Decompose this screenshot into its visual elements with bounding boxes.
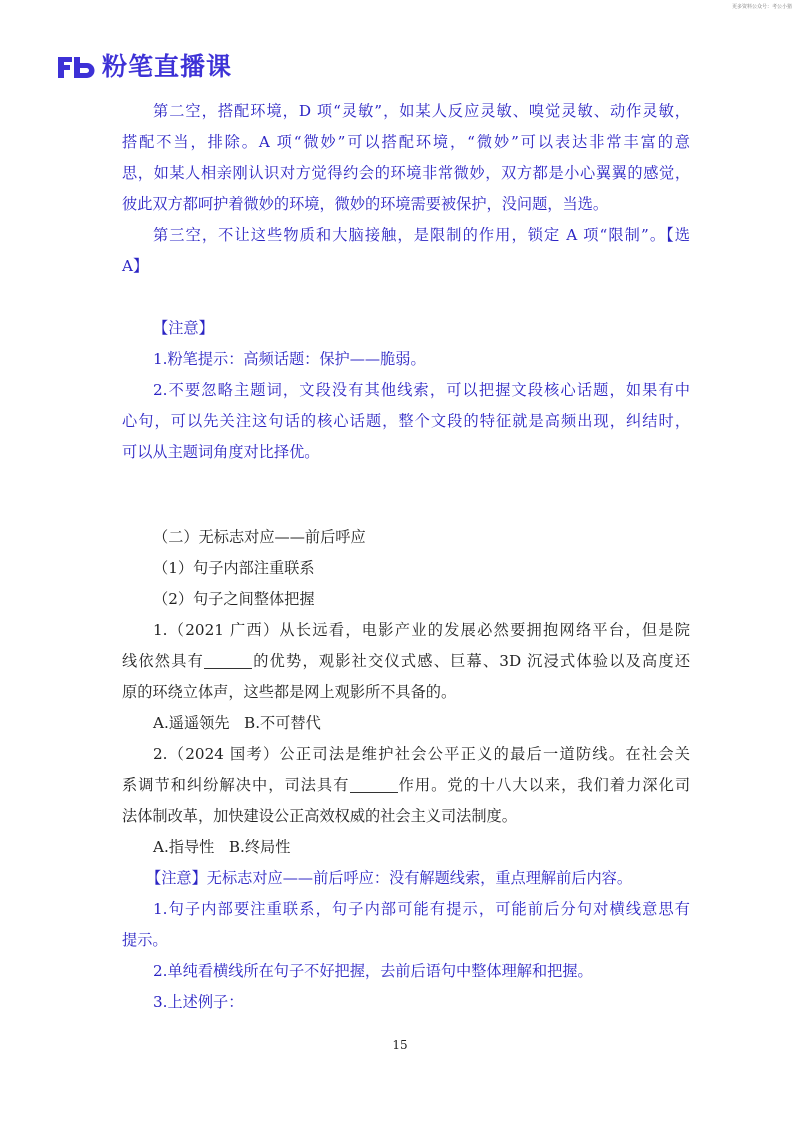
question-options: A.指导性 B.终局性 [153,838,291,856]
analysis-paragraph-second-blank [122,96,690,220]
section-title: （二）无标志对应——前后呼应 [153,528,366,546]
question-line: 系调节和纠纷解决中，司法具有 作用。党的十八大以来，我们着力深化司 [122,776,690,794]
answer-blank [204,651,252,669]
question-line: 法体制改革，加快建设公正高效权威的社会主义司法制度。 [122,807,517,825]
question-options: A.遥遥领先 B.不可替代 [153,714,321,732]
brand-header [57,50,232,84]
note-block-1 [122,313,690,468]
note-title-line [122,863,690,894]
note-item: 2.单纯看横线所在句子不好把握，去前后语句中整体理解和把握。 [153,962,593,980]
text-line: 提示。 [122,931,168,949]
fenbi-logo-icon [57,54,97,80]
note-block-2 [122,863,690,1018]
question-line: 2.（2024 国考）公正司法是维护社会公平正义的最后一道防线。在社会关 [153,745,690,763]
text-line: 可以从主题词角度对比择优。 [122,443,320,461]
page-number: 15 [392,1038,408,1052]
note-item: 3.上述例子： [153,993,244,1011]
question-line: 线依然具有 的优势，观影社交仪式感、巨幕、3D 沉浸式体验以及高度还 [122,652,691,670]
text-line: 彼此双方都呵护着微妙的环境，微妙的环境需要被保护，没问题，当选。 [122,195,608,213]
subsection-title: （1）句子内部注重联系 [153,559,315,577]
question-1 [122,615,690,739]
note-title: 【注意】 [153,319,214,337]
question-2 [122,739,690,863]
document-body [122,96,690,1018]
question-line: 1.（2021 广西）从长远看，电影产业的发展必然要拥抱网络平台，但是院 [153,621,690,639]
brand-name: 粉笔直播课 [102,52,233,81]
note-item: 1.句子内部要注重联系，句子内部可能有提示，可能前后分句对横线意思有 [153,900,690,918]
note-item: 2.不要忽略主题词，文段没有其他线索，可以把握文段核心话题，如果有中 [153,381,690,399]
top-note: 更多资料公众号：考公小猪 [731,4,792,10]
section-no-marker [122,522,690,615]
subsection-title: （2）句子之间整体把握 [153,590,315,608]
text-line: 心句，可以先关注这句话的核心话题，整个文段的特征就是高频出现，纠结时， [122,412,690,430]
text-line: 搭配不当，排除。A 项“微妙”可以搭配环境，“微妙”可以表达非常丰富的意 [122,133,690,151]
note-item: 1.粉笔提示：高频话题：保护——脆弱。 [153,350,426,368]
text-line: 思，如某人相亲刚认识对方觉得约会的环境非常微妙，双方都是小心翼翼的感觉， [122,164,690,182]
analysis-paragraph-third-blank [122,220,690,282]
note-title: 【注意】 [146,869,207,887]
text-line: 第三空，不让这些物质和大脑接触，是限制的作用，锁定 A 项“限制”。【选 [153,226,690,244]
text-line: 第二空，搭配环境，D 项“灵敏”，如某人反应灵敏、嗅觉灵敏、动作灵敏， [153,102,690,120]
note-title-text: 无标志对应——前后呼应：没有解题线索，重点理解前后内容。 [206,869,632,887]
text-line: A】 [122,257,149,275]
question-line: 原的环绕立体声，这些都是网上观影所不具备的。 [122,683,457,701]
answer-blank [350,775,398,793]
